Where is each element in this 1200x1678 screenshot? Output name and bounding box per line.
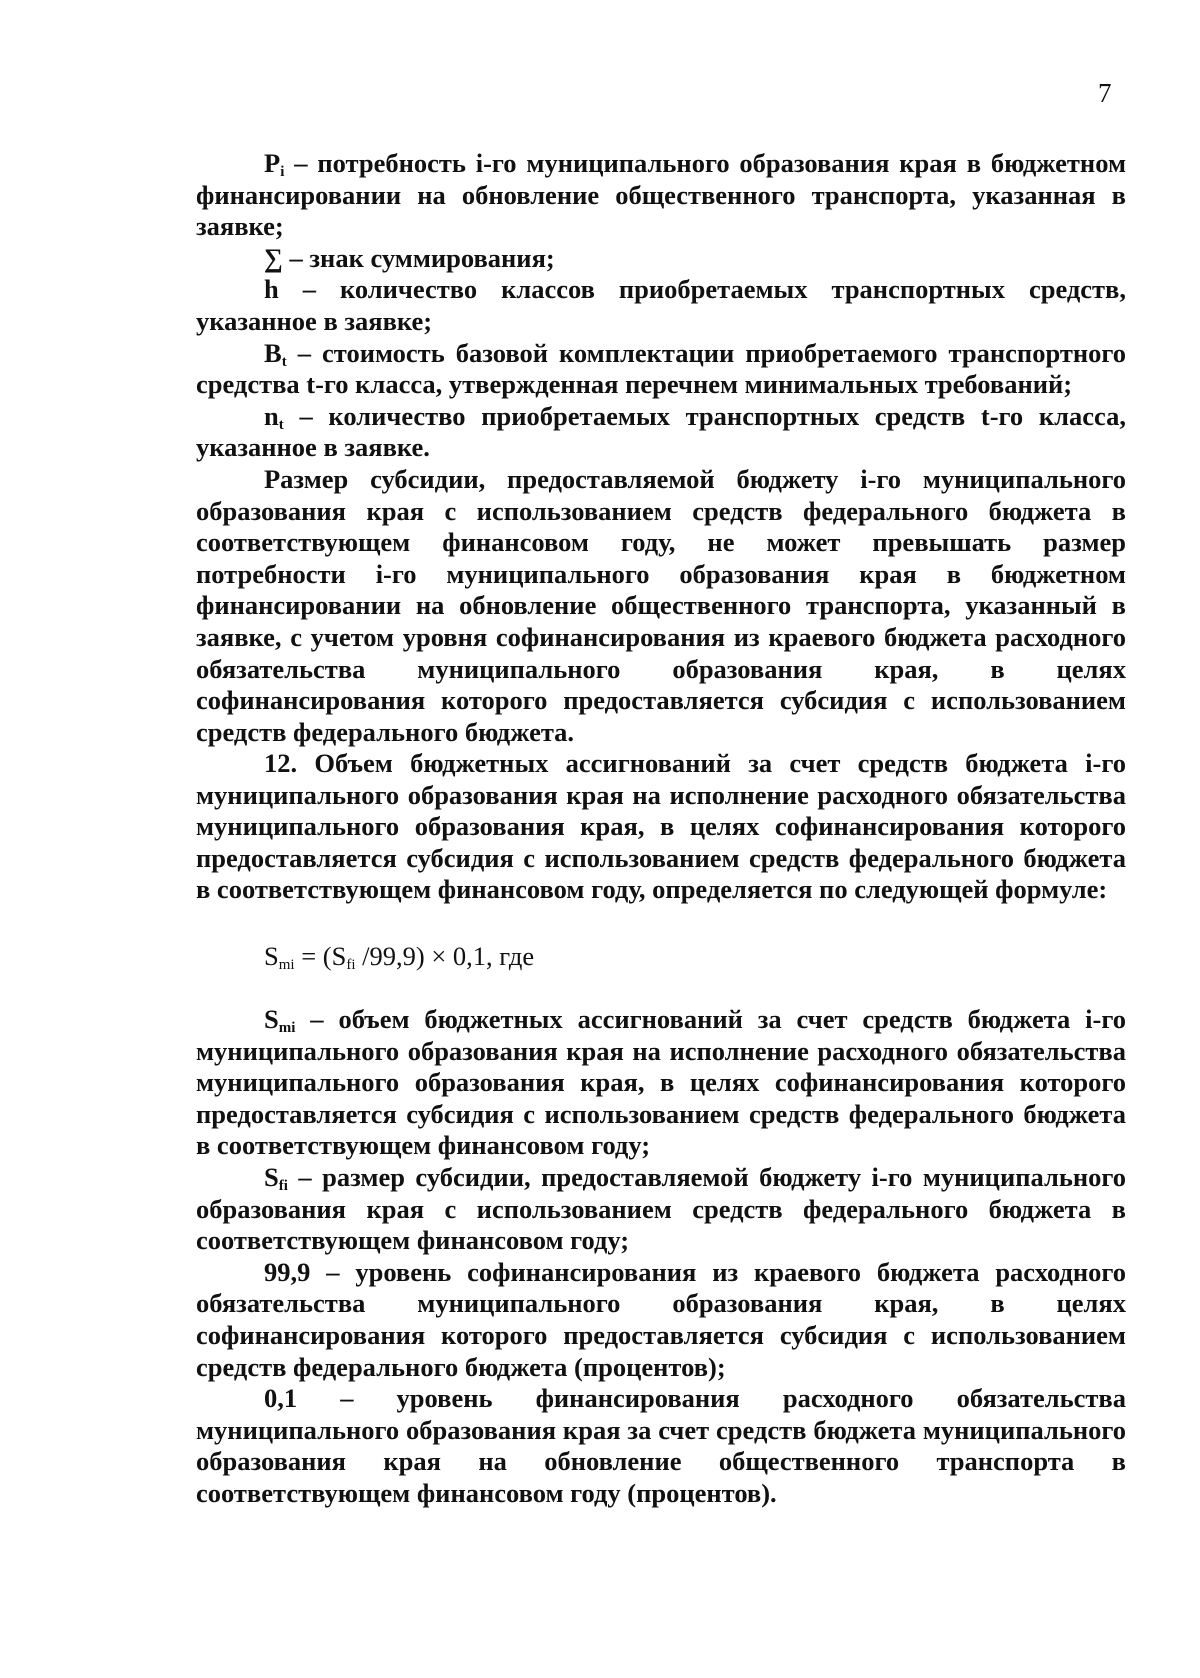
symbol: S xyxy=(264,1004,279,1034)
symbol: B xyxy=(264,337,282,368)
definition-99-9 xyxy=(196,1257,1126,1383)
definition-text: – уровень софинансирования из краевого бюджета расходного обязательства муниципального образования края, в целях софинансирования которого предоставляется субсидия с использованием средств федерального бюджета (процентов); xyxy=(196,1256,1126,1382)
paragraph-12: 12. Объем бюджетных ассигнований за счет средств бюджета i-го муниципального образования края на исполнение расходного обязательства муниципального образования края, в целях софинансирования которого предоставляется субсидия с использованием средств федерального бюджета в соответствующем финансовом году, определяется по следующей формуле: xyxy=(196,748,1126,905)
symbol: P xyxy=(264,148,281,178)
page-number: 7 xyxy=(1098,78,1112,108)
definition-text: – уровень финансирования расходного обязательства муниципального образования края за счет средств бюджета муниципального образования края на обновление общественного транспорта в соответствующем финансовом году (процентов). xyxy=(196,1383,1126,1508)
symbol: 99,9 xyxy=(264,1256,311,1287)
definitions-bottom-block xyxy=(196,1004,1126,1510)
symbol: S xyxy=(264,1161,279,1192)
subsidy-paragraph: Размер субсидии, предоставляемой бюджету i-го муниципального образования края с использованием средств федерального бюджета в соответствующем финансовом году, не может превышать размер потребности i-го муниципального образования края в бюджетном финансировании на обновление общественного транспорта, указанный в заявке, с учетом уровня софинансирования из краевого бюджета расходного обязательства муниципального образования края, в целях софинансирования которого предоставляется субсидия с использованием средств федерального бюджета. xyxy=(196,463,1126,747)
definition-b-t xyxy=(196,338,1126,401)
definition-h xyxy=(196,274,1126,337)
symbol: 0,1 xyxy=(264,1383,298,1414)
formula-lhs-symbol: S xyxy=(264,941,279,971)
formula xyxy=(264,940,534,972)
formula-lhs-subscript: mi xyxy=(278,957,295,973)
symbol-subscript: t xyxy=(278,416,284,433)
definition-s-fi xyxy=(196,1162,1126,1257)
formula-rhs-subscript: fi xyxy=(346,957,356,973)
definition-sum xyxy=(196,243,1126,275)
symbol-subscript: fi xyxy=(278,1177,288,1194)
definition-n-t xyxy=(196,401,1126,464)
symbol-subscript: t xyxy=(281,353,287,370)
symbol: n xyxy=(264,400,279,431)
definition-text: – объем бюджетных ассигнований за счет средств бюджета i-го муниципального образования края на исполнение расходного обязательства муниципального образования края, в целях софинансирования которого предоставляется субсидия с использованием средств федерального бюджета в соответствующем финансовом году; xyxy=(196,1004,1126,1161)
definition-0-1 xyxy=(196,1383,1126,1509)
definition-text: – количество приобретаемых транспортных средств t-го класса, указанное в заявке. xyxy=(196,400,1126,463)
formula-equals: = ( xyxy=(294,941,332,971)
formula-rest: /99,9) × 0,1, где xyxy=(355,941,535,971)
definitions-top-block xyxy=(196,148,1126,748)
paragraph-12-block xyxy=(196,748,1126,906)
definition-text: – количество классов приобретаемых транспортных средств, указанное в заявке; xyxy=(196,274,1126,336)
definition-p-i xyxy=(196,148,1126,243)
definition-text: – знак суммирования; xyxy=(282,242,555,273)
definition-s-mi xyxy=(196,1004,1126,1162)
definition-text: – размер субсидии, предоставляемой бюджету i-го муниципального образования края с использованием средств федерального бюджета в соответствующем финансовом году; xyxy=(196,1161,1126,1256)
symbol: h xyxy=(264,274,279,305)
definition-text: – стоимость базовой комплектации приобретаемого транспортного средства t-го класса, утвержденная перечнем минимальных требований; xyxy=(196,337,1126,400)
symbol-subscript: i xyxy=(280,164,285,180)
formula-rhs-symbol: S xyxy=(331,941,347,971)
definition-text: – потребность i-го муниципального образования края в бюджетном финансировании на обновление общественного транспорта, указанная в заявке; xyxy=(196,148,1126,242)
symbol: ∑ xyxy=(264,242,283,273)
symbol-subscript: mi xyxy=(278,1020,296,1036)
